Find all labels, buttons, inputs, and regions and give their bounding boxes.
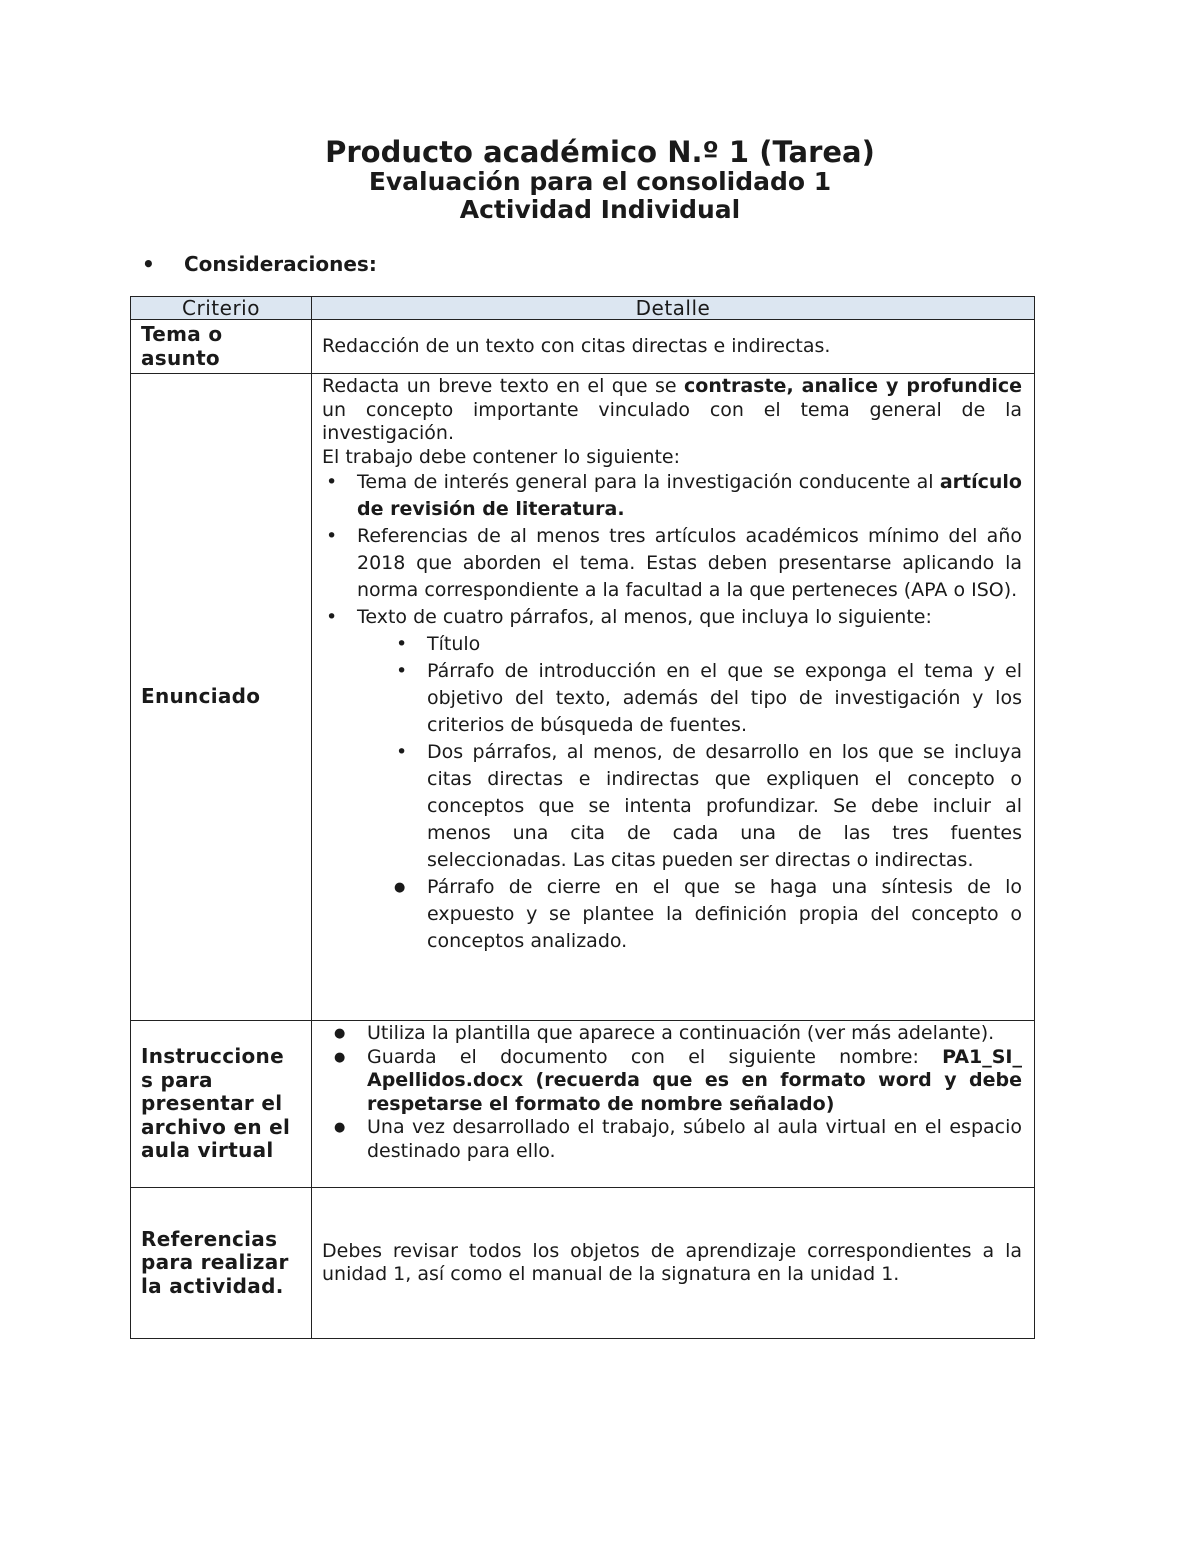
document-subtitle-2: Actividad Individual: [459, 195, 741, 224]
list-item: • Referencias de al menos tres artículos académicos mínimo del año 2018 que aborden el tema. Estas deben presentarse aplicando la norma correspondiente a la facultad a la que perteneces (APA o ISO).: [322, 523, 1022, 604]
sub-list-item: • Título: [357, 631, 1022, 658]
criterio-cell-instrucciones: Instruccione s para presentar el archivo en el aula virtual: [131, 1021, 312, 1188]
bullet-icon: •: [142, 252, 155, 276]
criterio-cell-tema: Tema o asunto: [131, 320, 312, 374]
requirement-list: [322, 469, 1022, 631]
list-item: [322, 469, 1022, 523]
enunciado-requirement: El trabajo debe contener lo siguiente:: [322, 445, 681, 468]
criterio-cell-referencias: Referencias para realizar la actividad.: [131, 1188, 312, 1339]
table-row-tema: [131, 320, 1035, 374]
detalle-cell-enunciado: [312, 374, 1035, 1021]
column-header-criterio: Criterio: [131, 297, 312, 320]
sub-list-item: • Dos párrafos, al menos, de desarrollo en los que se incluya citas directas e indirectas que expliquen el concepto o conceptos que se intenta profundizar. Se debe incluir al menos una cita de cada una de las tres fuentes seleccionadas. Las citas pueden ser directas o indirectas.: [357, 739, 1022, 874]
detalle-cell-instrucciones: [312, 1021, 1035, 1188]
list-item: [322, 1046, 1022, 1117]
detalle-cell-tema: Redacción de un texto con citas directas e indirectas.: [312, 320, 1035, 374]
enunciado-intro: [322, 375, 1022, 446]
considerations-label: Consideraciones:: [184, 252, 377, 276]
intro-text-end: un concepto importante vinculado con el tema general de la investigación.: [322, 398, 1022, 444]
table-row-enunciado: [131, 374, 1035, 1021]
title-block: [0, 136, 1200, 224]
list-item: • Texto de cuatro párrafos, al menos, que incluya lo siguiente:: [322, 604, 1022, 631]
item1-bold-text: artículo de revisión de literatura.: [357, 471, 1022, 520]
considerations-heading: [142, 252, 377, 276]
table-row-instrucciones: [131, 1021, 1035, 1188]
document-subtitle: Evaluación para el consolidado 1: [368, 167, 832, 196]
intro-bold-text: contraste, analice y profundice: [684, 375, 1022, 397]
sub-list-item: ● Párrafo de cierre en el que se haga una síntesis de lo expuesto y se plantee la definición propia del concepto o conceptos analizado.: [357, 874, 1022, 955]
detalle-cell-referencias: Debes revisar todos los objetos de aprendizaje correspondientes a la unidad 1, así como el manual de la signatura en la unidad 1.: [312, 1188, 1035, 1339]
paragraph-list: [322, 631, 1022, 955]
list-item: ● Una vez desarrollado el trabajo, súbelo al aula virtual en el espacio destinado para ello.: [322, 1116, 1022, 1163]
document-title: Producto académico N.º 1 (Tarea): [325, 135, 875, 169]
intro-text: Redacta un breve texto en el que se: [322, 375, 685, 397]
list-item: ● Utiliza la plantilla que aparece a continuación (ver más adelante).: [322, 1022, 1022, 1046]
item2-text: Guarda el documento con el siguiente nombre:: [367, 1045, 943, 1068]
item2-bold-text: PA1_SI_ Apellidos.docx (recuerda que es en formato word y debe respetarse el formato de nombre señalado): [367, 1045, 1022, 1115]
item1-text: Tema de interés general para la investigación conducente al: [357, 471, 940, 493]
criteria-table: [130, 296, 1035, 1339]
table-row-referencias: [131, 1188, 1035, 1339]
column-header-detalle: Detalle: [312, 297, 1035, 320]
sub-list-item: • Párrafo de introducción en el que se exponga el tema y el objetivo del texto, además del tipo de investigación y los criterios de búsqueda de fuentes.: [357, 658, 1022, 739]
criterio-cell-enunciado: Enunciado: [131, 374, 312, 1021]
instructions-list: [322, 1022, 1022, 1163]
table-header-row: [131, 297, 1035, 320]
